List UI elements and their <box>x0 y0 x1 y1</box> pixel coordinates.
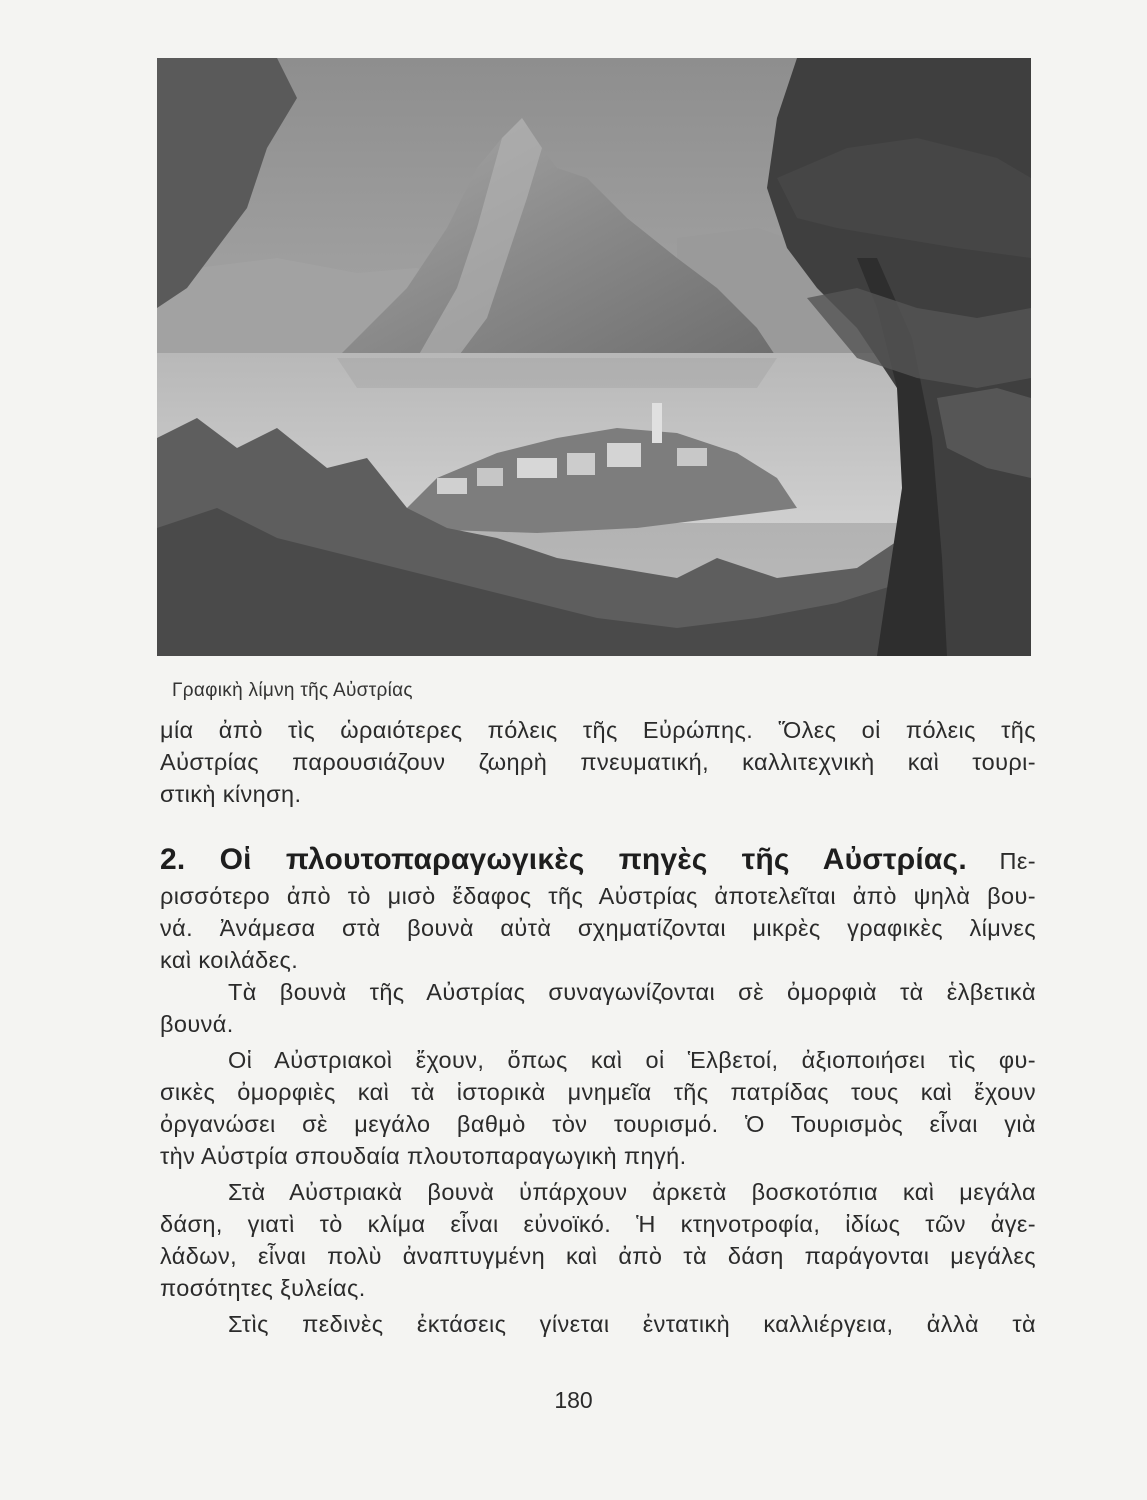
section-heading: 2. Οἱ πλουτοπαραγωγικὲς πηγὲς τῆς Αὐστρίας. <box>160 843 967 876</box>
section-resources <box>160 840 1036 976</box>
text-line: καὶ κοιλάδες. <box>160 947 299 973</box>
photo-caption: Γραφικὴ λίμνη τῆς Αὐστρίας <box>172 680 413 701</box>
text-line: ὀργανώσει σὲ μεγάλο βαθμὸ τὸν τουρισμό. Ὁ Τουρισμὸς εἶναι γιὰ <box>160 1111 1036 1137</box>
text-line: ποσότητες ξυλείας. <box>160 1275 366 1301</box>
text-line: τὴν Αὐστρία σπουδαία πλουτοπαραγωγικὴ πηγή. <box>160 1143 687 1169</box>
lake-photograph <box>157 58 1031 656</box>
paragraph-1 <box>160 714 1036 810</box>
text-line: Στὶς πεδινὲς ἐκτάσεις γίνεται ἐντατικὴ καλλιέργεια, ἀλλὰ τὰ <box>228 1311 1036 1337</box>
text-line: στικὴ κίνηση. <box>160 781 302 807</box>
paragraph-4 <box>160 1176 1036 1304</box>
paragraph-2 <box>160 976 1036 1040</box>
text-line: Τὰ βουνὰ τῆς Αὐστρίας συναγωνίζονται σὲ ὀμορφιὰ τὰ ἑλβετικὰ <box>228 979 1036 1005</box>
page-number: 180 <box>554 1387 593 1413</box>
text-line: βουνά. <box>160 1011 234 1037</box>
text-line: λάδων, εἶναι πολὺ ἀναπτυγμένη καὶ ἀπὸ τὰ δάση παράγονται μεγάλες <box>160 1243 1036 1269</box>
text-line: νά. Ἀνάμεσα στὰ βουνὰ αὐτὰ σχηματίζονται μικρὲς γραφικὲς λίμνες <box>160 915 1036 941</box>
text-line: Αὐστρίας παρουσιάζουν ζωηρὴ πνευματική, καλλιτεχνικὴ καὶ τουρι- <box>160 749 1036 775</box>
text-line: Οἱ Αὐστριακοὶ ἔχουν, ὅπως καὶ οἱ Ἑλβετοί, ἀξιοποιήσει τὶς φυ- <box>228 1047 1036 1073</box>
paragraph-3 <box>160 1044 1036 1172</box>
text-line: σικὲς ὀμορφιὲς καὶ τὰ ἱστορικὰ μνημεῖα τῆς πατρίδας τους καὶ ἔχουν <box>160 1079 1036 1105</box>
lake-landscape-image <box>157 58 1031 656</box>
paragraph-5 <box>160 1308 1036 1340</box>
text-line: μία ἀπὸ τὶς ὡραιότερες πόλεις τῆς Εὐρώπης. Ὅλες οἱ πόλεις τῆς <box>160 717 1036 743</box>
text-line: ρισσότερο ἀπὸ τὸ μισὸ ἔδαφος τῆς Αὐστρίας ἀποτελεῖται ἀπὸ ψηλὰ βου- <box>160 883 1036 909</box>
section-heading-line <box>160 840 1036 880</box>
text-line: δάση, γιατὶ τὸ κλίμα εἶναι εὐνοϊκό. Ἡ κτηνοτροφία, ἰδίως τῶν ἀγε- <box>160 1211 1036 1237</box>
section-heading-tail: Πε- <box>999 848 1036 874</box>
text-line: Στὰ Αὐστριακὰ βουνὰ ὑπάρχουν ἀρκετὰ βοσκοτόπια καὶ μεγάλα <box>228 1179 1036 1205</box>
